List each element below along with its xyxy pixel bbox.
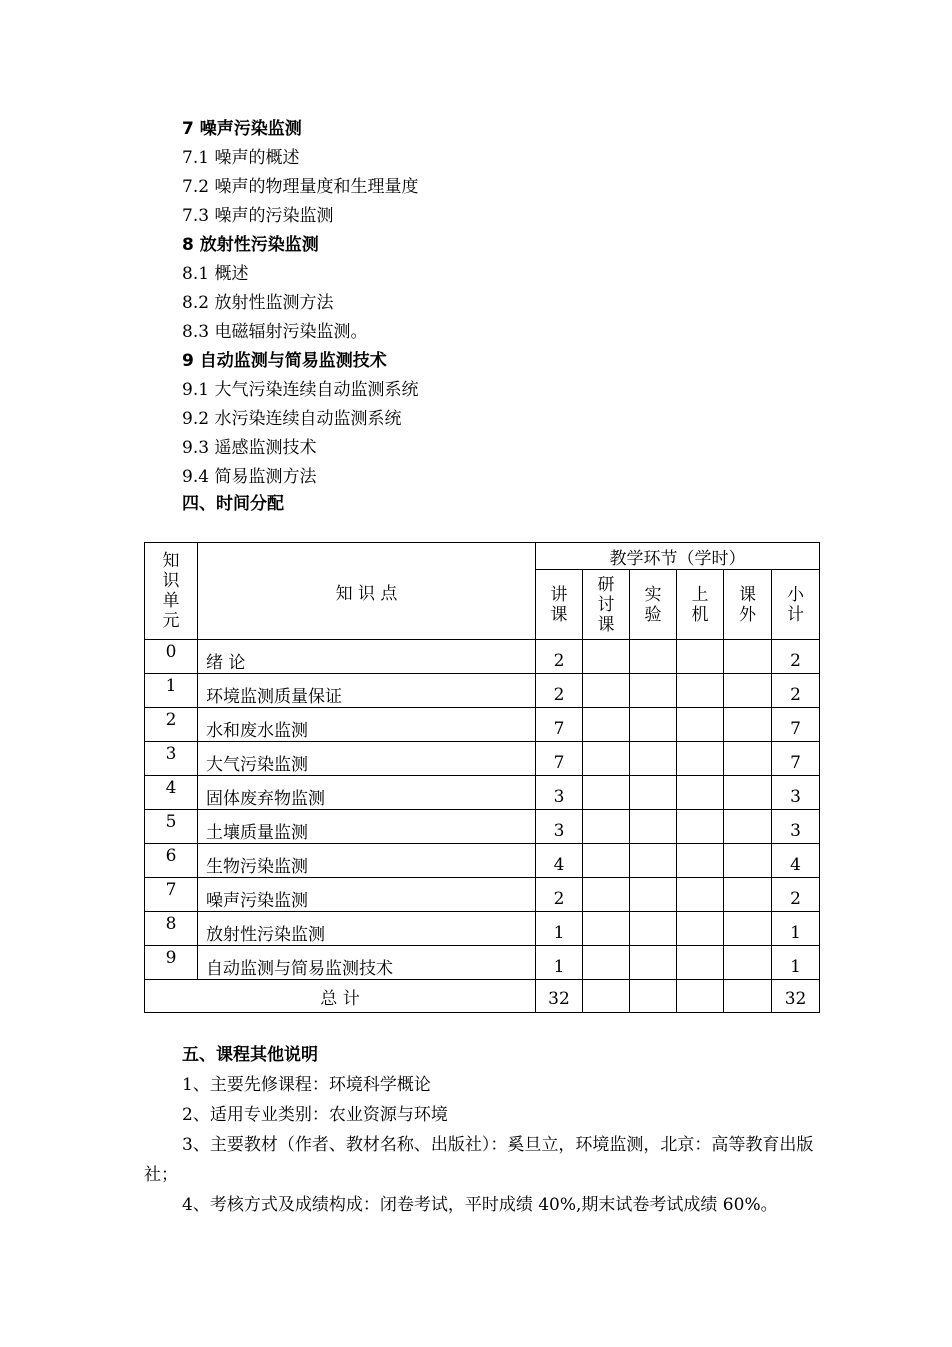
header-lab — [630, 570, 677, 640]
cell-knowledge-point: 自动监测与简易监测技术 — [198, 946, 536, 980]
cell-seminar — [583, 878, 630, 912]
cell-lecture: 4 — [536, 844, 583, 878]
cell-lecture: 3 — [536, 810, 583, 844]
outline-item: 7.3 噪声的污染监测 — [182, 206, 334, 226]
cell-unit: 4 — [145, 776, 198, 810]
other-notes-section — [144, 1040, 814, 1220]
total-outside — [724, 980, 772, 1013]
cell-computer — [677, 946, 724, 980]
cell-lecture: 1 — [536, 912, 583, 946]
outline-item: 9.1 大气污染连续自动监测系统 — [182, 380, 419, 400]
cell-subtotal: 2 — [772, 674, 820, 708]
cell-outside — [724, 878, 772, 912]
cell-unit: 7 — [145, 878, 198, 912]
header-char: 外 — [739, 604, 756, 625]
header-knowledge-point: 知 识 点 — [198, 543, 536, 640]
cell-seminar — [583, 640, 630, 674]
table-row — [145, 708, 820, 742]
outline-item: 7.2 噪声的物理量度和生理量度 — [182, 177, 419, 197]
header-char: 课 — [739, 584, 756, 605]
cell-lab — [630, 708, 677, 742]
section-heading: 9 自动监测与简易监测技术 — [182, 351, 387, 371]
cell-lab — [630, 810, 677, 844]
header-char: 单 — [162, 591, 180, 611]
note-item: 3、主要教材（作者、教材名称、出版社）：奚旦立，环境监测，北京：高等教育出版社； — [144, 1135, 814, 1185]
cell-unit: 2 — [145, 708, 198, 742]
cell-lecture: 1 — [536, 946, 583, 980]
cell-unit: 3 — [145, 742, 198, 776]
total-computer — [677, 980, 724, 1013]
cell-seminar — [583, 674, 630, 708]
cell-lab — [630, 946, 677, 980]
table-row — [145, 674, 820, 708]
cell-subtotal: 3 — [772, 776, 820, 810]
header-char: 讲 — [550, 584, 568, 605]
cell-seminar — [583, 708, 630, 742]
cell-lab — [630, 674, 677, 708]
outline-item: 7.1 噪声的概述 — [182, 148, 300, 168]
header-computer — [677, 570, 724, 640]
total-label: 总 计 — [145, 980, 536, 1013]
cell-seminar — [583, 742, 630, 776]
cell-outside — [724, 946, 772, 980]
cell-computer — [677, 708, 724, 742]
cell-outside — [724, 708, 772, 742]
cell-lecture: 2 — [536, 640, 583, 674]
table-row — [145, 878, 820, 912]
cell-lab — [630, 844, 677, 878]
outline-item: 8.3 电磁辐射污染监测。 — [182, 322, 368, 342]
header-knowledge-unit — [145, 543, 198, 640]
total-row — [145, 980, 820, 1013]
cell-knowledge-point: 土壤质量监测 — [198, 810, 536, 844]
cell-subtotal: 2 — [772, 878, 820, 912]
cell-seminar — [583, 946, 630, 980]
cell-lab — [630, 878, 677, 912]
cell-seminar — [583, 776, 630, 810]
cell-subtotal: 4 — [772, 844, 820, 878]
cell-outside — [724, 674, 772, 708]
note-item: 4、考核方式及成绩构成：闭卷考试，平时成绩 40%,期末试卷考试成绩 60%。 — [182, 1195, 778, 1215]
cell-outside — [724, 640, 772, 674]
table-row — [145, 844, 820, 878]
cell-outside — [724, 844, 772, 878]
cell-lab — [630, 640, 677, 674]
cell-unit: 8 — [145, 912, 198, 946]
cell-computer — [677, 810, 724, 844]
cell-lecture: 3 — [536, 776, 583, 810]
note-item: 1、主要先修课程：环境科学概论 — [182, 1075, 431, 1095]
total-lecture: 32 — [536, 980, 583, 1013]
cell-lecture: 2 — [536, 674, 583, 708]
header-char: 识 — [162, 571, 180, 591]
header-char: 实 — [644, 584, 662, 605]
header-char: 课 — [597, 614, 615, 635]
cell-outside — [724, 810, 772, 844]
note-item: 2、适用专业类别：农业资源与环境 — [182, 1105, 448, 1125]
header-seminar — [583, 570, 630, 640]
cell-seminar — [583, 810, 630, 844]
table-row — [145, 810, 820, 844]
cell-knowledge-point: 固体废弃物监测 — [198, 776, 536, 810]
cell-outside — [724, 776, 772, 810]
cell-knowledge-point: 大气污染监测 — [198, 742, 536, 776]
cell-knowledge-point: 水和废水监测 — [198, 708, 536, 742]
cell-lecture: 7 — [536, 708, 583, 742]
section-heading: 五、课程其他说明 — [182, 1045, 318, 1065]
cell-knowledge-point: 绪 论 — [198, 640, 536, 674]
section-heading: 8 放射性污染监测 — [182, 235, 319, 255]
cell-seminar — [583, 912, 630, 946]
header-char: 机 — [691, 604, 709, 625]
cell-computer — [677, 674, 724, 708]
table-row — [145, 912, 820, 946]
outline-item: 8.1 概述 — [182, 264, 249, 284]
cell-subtotal: 3 — [772, 810, 820, 844]
cell-computer — [677, 776, 724, 810]
cell-lecture: 7 — [536, 742, 583, 776]
cell-computer — [677, 640, 724, 674]
outline-item: 9.4 简易监测方法 — [182, 467, 317, 487]
cell-subtotal: 7 — [772, 742, 820, 776]
cell-lecture: 2 — [536, 878, 583, 912]
header-char: 元 — [162, 611, 180, 631]
header-char: 小 — [787, 584, 805, 605]
header-teaching-sessions: 教学环节（学时） — [536, 543, 820, 570]
cell-computer — [677, 742, 724, 776]
cell-computer — [677, 912, 724, 946]
section-heading: 四、时间分配 — [182, 494, 284, 514]
cell-lab — [630, 776, 677, 810]
cell-subtotal: 1 — [772, 912, 820, 946]
cell-lab — [630, 912, 677, 946]
header-subtotal — [772, 570, 820, 640]
total-seminar — [583, 980, 630, 1013]
cell-outside — [724, 912, 772, 946]
total-lab — [630, 980, 677, 1013]
cell-knowledge-point: 放射性污染监测 — [198, 912, 536, 946]
header-char: 上 — [691, 584, 709, 605]
cell-unit: 0 — [145, 640, 198, 674]
header-char: 计 — [787, 604, 805, 625]
header-char: 知 — [162, 551, 180, 571]
time-allocation-table — [144, 542, 820, 1013]
table-row — [145, 640, 820, 674]
cell-knowledge-point: 环境监测质量保证 — [198, 674, 536, 708]
cell-seminar — [583, 844, 630, 878]
outline-item: 9.3 遥感监测技术 — [182, 438, 317, 458]
outline-item: 9.2 水污染连续自动监测系统 — [182, 409, 402, 429]
cell-computer — [677, 844, 724, 878]
cell-unit: 9 — [145, 946, 198, 980]
header-char: 讨 — [597, 594, 615, 615]
cell-knowledge-point: 噪声污染监测 — [198, 878, 536, 912]
header-char: 课 — [550, 604, 568, 625]
total-subtotal: 32 — [772, 980, 820, 1013]
cell-computer — [677, 878, 724, 912]
cell-outside — [724, 742, 772, 776]
header-char: 研 — [597, 574, 615, 595]
table-row — [145, 776, 820, 810]
cell-subtotal: 2 — [772, 640, 820, 674]
cell-knowledge-point: 生物污染监测 — [198, 844, 536, 878]
cell-subtotal: 7 — [772, 708, 820, 742]
cell-unit: 1 — [145, 674, 198, 708]
header-outside — [724, 570, 772, 640]
header-char: 验 — [644, 604, 662, 625]
cell-unit: 5 — [145, 810, 198, 844]
cell-subtotal: 1 — [772, 946, 820, 980]
cell-lab — [630, 742, 677, 776]
table-row — [145, 946, 820, 980]
header-lecture — [536, 570, 583, 640]
outline-item: 8.2 放射性监测方法 — [182, 293, 334, 313]
table-row — [145, 742, 820, 776]
section-heading: 7 噪声污染监测 — [182, 119, 302, 139]
cell-unit: 6 — [145, 844, 198, 878]
